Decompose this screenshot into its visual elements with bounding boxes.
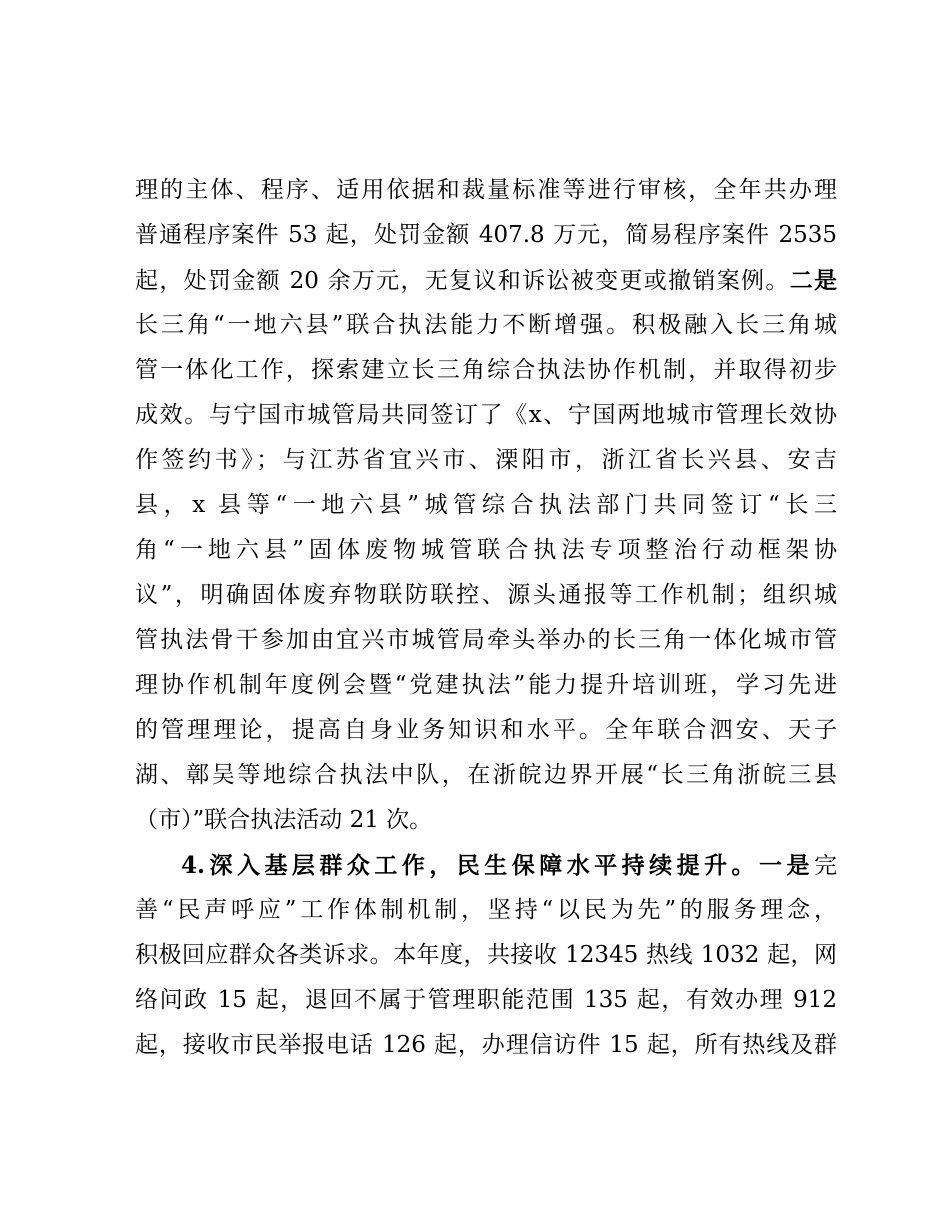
document-body — [135, 168, 837, 1068]
text-line — [135, 798, 837, 843]
text-line — [135, 708, 837, 753]
text-line — [135, 978, 837, 1023]
text-line — [135, 258, 837, 303]
text-line — [135, 393, 837, 438]
text-line — [135, 303, 837, 348]
text-segment: 管一体化工作，探索建立长三角综合执法协作机制，并取得初步 — [135, 357, 837, 383]
text-line — [135, 753, 837, 798]
text-line — [135, 663, 837, 708]
text-segment: 起，处罚金额 20 余万元，无复议和诉讼被变更或撤销案例。 — [135, 268, 790, 294]
text-line — [135, 933, 837, 978]
text-segment: 普通程序案件 53 起，处罚金额 407.8 万元，简易程序案件 2535 — [135, 222, 837, 248]
text-segment: 起，接收市民举报电话 126 起，办理信访件 15 起，所有热线及群 — [135, 1032, 837, 1058]
text-segment: （市）”联合执法活动 21 次。 — [135, 807, 433, 833]
text-line — [135, 348, 837, 393]
text-segment: 湖、鄣吴等地综合执法中队，在浙皖边界开展“长三角浙皖三县 — [135, 762, 837, 788]
text-line — [135, 888, 837, 933]
bold-text-segment: 4.深入基层群众工作，民生保障水平持续提升。一是 — [181, 852, 814, 879]
text-line — [135, 528, 837, 573]
text-segment: 理的主体、程序、适用依据和裁量标准等进行审核，全年共办理 — [135, 177, 837, 203]
bold-text-segment: 二是 — [789, 267, 837, 294]
text-segment: 县，x 县等“一地六县”城管综合执法部门共同签订“长三 — [135, 492, 837, 518]
text-segment: 管执法骨干参加由宜兴市城管局牵头举办的长三角一体化城市管 — [135, 627, 837, 653]
text-segment: 积极回应群众各类诉求。本年度，共接收 12345 热线 1032 起，网 — [135, 942, 837, 968]
text-line — [135, 843, 837, 888]
text-segment: 长三角“一地六县”联合执法能力不断增强。积极融入长三角城 — [135, 312, 837, 338]
text-segment: 络问政 15 起，退回不属于管理职能范围 135 起，有效办理 912 — [135, 987, 837, 1013]
text-segment: 完 — [814, 853, 837, 879]
text-segment: 的管理理论，提高自身业务知识和水平。全年联合泗安、天子 — [135, 717, 837, 743]
text-segment: 理协作机制年度例会暨“党建执法”能力提升培训班，学习先进 — [135, 672, 837, 698]
text-segment: 角“一地六县”固体废物城管联合执法专项整治行动框架协 — [135, 537, 837, 563]
text-segment: 善“民声呼应”工作体制机制，坚持“以民为先”的服务理念， — [135, 897, 837, 923]
text-line — [135, 213, 837, 258]
text-line — [135, 618, 837, 663]
text-segment: 成效。与宁国市城管局共同签订了《x、宁国两地城市管理长效协 — [135, 402, 837, 428]
text-line — [135, 168, 837, 213]
text-line — [135, 573, 837, 618]
text-line — [135, 483, 837, 528]
text-segment: 议”，明确固体废弃物联防联控、源头通报等工作机制；组织城 — [135, 582, 837, 608]
text-segment: 作签约书》；与江苏省宜兴市、溧阳市，浙江省长兴县、安吉 — [135, 447, 837, 473]
text-line — [135, 438, 837, 483]
text-line — [135, 1023, 837, 1068]
